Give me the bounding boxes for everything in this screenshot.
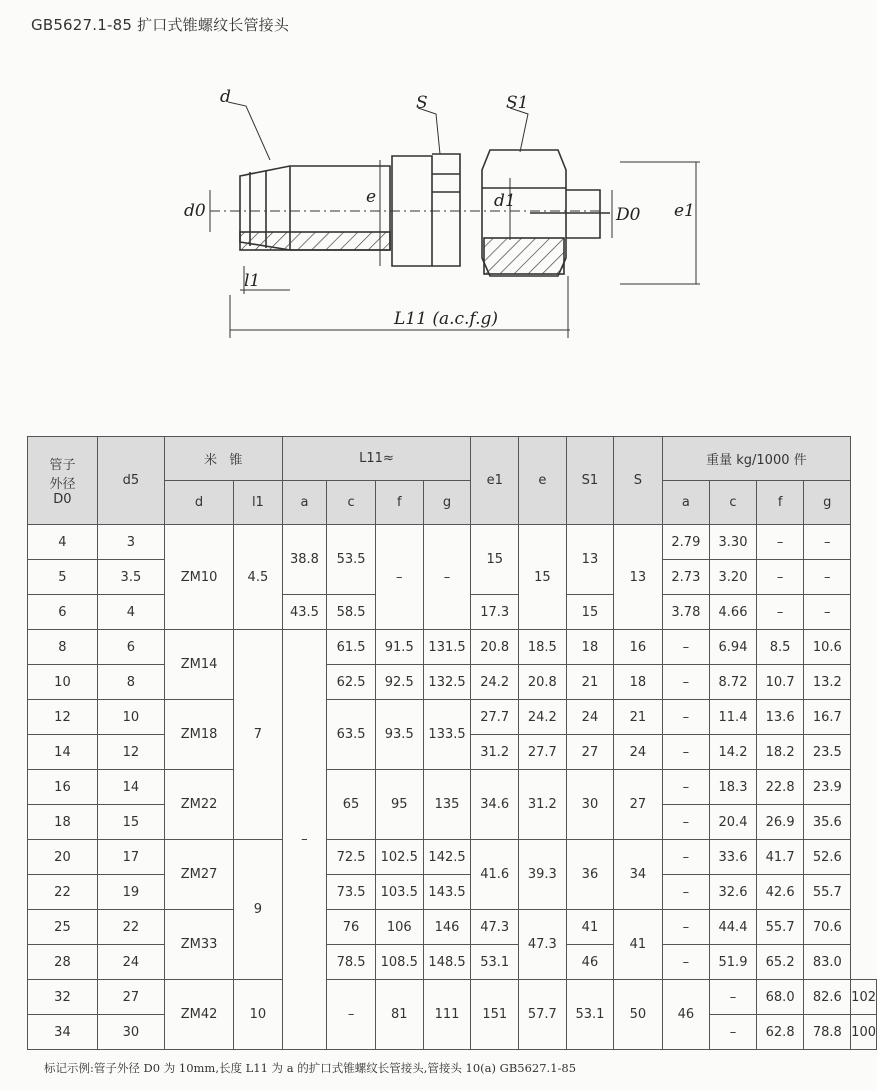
cell: 13.2 — [804, 665, 851, 700]
label-d0: d0 — [184, 201, 206, 221]
cell: ZM14 — [164, 630, 233, 700]
cell: 14.2 — [710, 735, 757, 770]
cell: 81 — [375, 980, 423, 1050]
cell: 47.3 — [471, 910, 519, 945]
cell: 8 — [97, 665, 164, 700]
cell: – — [804, 560, 851, 595]
cell: 6 — [28, 595, 98, 630]
cell: 18 — [28, 805, 98, 840]
label-d: d — [220, 87, 231, 107]
cell: 44.4 — [710, 910, 757, 945]
cell: 76 — [327, 910, 376, 945]
cell: – — [756, 525, 804, 560]
header-f: f — [375, 481, 423, 525]
header-S1: S1 — [566, 437, 614, 525]
cell: 93.5 — [375, 700, 423, 770]
header-S: S — [614, 437, 662, 525]
cell: 24.2 — [471, 665, 519, 700]
cell: 24 — [614, 735, 662, 770]
cell: 25 — [28, 910, 98, 945]
cell: 55.7 — [804, 875, 851, 910]
cell: 8.5 — [756, 630, 804, 665]
cell: 27 — [614, 770, 662, 840]
table-row — [28, 840, 877, 875]
cell: – — [423, 525, 471, 630]
cell: 12 — [28, 700, 98, 735]
cell: 102 — [851, 980, 877, 1015]
cell: 12 — [97, 735, 164, 770]
cell: 2.73 — [662, 560, 710, 595]
cell: 61.5 — [327, 630, 376, 665]
hatched-nut — [484, 238, 564, 274]
cell: 24 — [97, 945, 164, 980]
cell: 14 — [28, 735, 98, 770]
cell: 52.6 — [804, 840, 851, 875]
cell: 20 — [28, 840, 98, 875]
cell: – — [662, 770, 710, 805]
cell: 21 — [614, 700, 662, 735]
table-row — [28, 980, 877, 1015]
cell: – — [662, 945, 710, 980]
cell: 62.5 — [327, 665, 376, 700]
cell: 18.5 — [519, 630, 567, 665]
cell: 30 — [566, 770, 614, 840]
label-e: e — [366, 187, 377, 207]
cell: 3.20 — [710, 560, 757, 595]
cell: 57.7 — [519, 980, 567, 1050]
cell: 13 — [614, 525, 662, 630]
cell: 22.8 — [756, 770, 804, 805]
label-l1: l1 — [244, 271, 261, 291]
table-row — [28, 910, 877, 945]
header-weight-a: a — [662, 481, 710, 525]
header-c: c — [327, 481, 376, 525]
cell: 70.6 — [804, 910, 851, 945]
cell: 3 — [97, 525, 164, 560]
cell: 18 — [614, 665, 662, 700]
cell: 63.5 — [327, 700, 376, 770]
header-L11: L11≈ — [282, 437, 471, 481]
cell: 16 — [28, 770, 98, 805]
cell: 8 — [28, 630, 98, 665]
cell: 10.6 — [804, 630, 851, 665]
cell: 92.5 — [375, 665, 423, 700]
cell: 15 — [566, 595, 614, 630]
cell: 82.6 — [804, 980, 851, 1015]
cell: 6.94 — [710, 630, 757, 665]
header-l1: l1 — [234, 481, 282, 525]
cell: 32 — [28, 980, 98, 1015]
cell: 13.6 — [756, 700, 804, 735]
cell: 131.5 — [423, 630, 471, 665]
cell: 132.5 — [423, 665, 471, 700]
cell: 15 — [471, 525, 519, 595]
cell: – — [662, 630, 710, 665]
hatched-wall — [240, 232, 390, 250]
cell: 27.7 — [519, 735, 567, 770]
cell: 7 — [234, 630, 282, 840]
cell: 83.0 — [804, 945, 851, 980]
cell: 50 — [614, 980, 662, 1050]
table-row — [28, 665, 877, 700]
cell: 100 — [851, 1015, 877, 1050]
cell: 34 — [28, 1015, 98, 1050]
cell: 20.8 — [471, 630, 519, 665]
tube-outline — [566, 190, 600, 238]
spec-table — [27, 436, 877, 1050]
table-row — [28, 770, 877, 805]
cell: 4.66 — [710, 595, 757, 630]
document-title: GB5627.1-85 扩口式锥螺纹长管接头 — [31, 16, 290, 34]
cell: 42.6 — [756, 875, 804, 910]
header-e: e — [519, 437, 567, 525]
cell: 46 — [662, 980, 710, 1050]
cell: 133.5 — [423, 700, 471, 770]
cell: 20.4 — [710, 805, 757, 840]
table-row — [28, 945, 877, 980]
cell: – — [662, 910, 710, 945]
header-taper: 米 锥 — [164, 437, 282, 481]
cell: 17.3 — [471, 595, 519, 630]
cell: 34.6 — [471, 770, 519, 840]
cell: 41 — [566, 910, 614, 945]
cell: 34 — [614, 840, 662, 910]
cell: 10 — [28, 665, 98, 700]
cell: ZM22 — [164, 770, 233, 840]
cell: ZM18 — [164, 700, 233, 770]
cell: 16 — [614, 630, 662, 665]
header-a: a — [282, 481, 327, 525]
header-weight-c: c — [710, 481, 757, 525]
cell: 10 — [234, 980, 282, 1050]
cell: 102.5 — [375, 840, 423, 875]
header-d: d — [164, 481, 233, 525]
cell: 28 — [28, 945, 98, 980]
cell: – — [662, 840, 710, 875]
table-row — [28, 700, 877, 735]
cell: – — [662, 805, 710, 840]
label-D0: D0 — [616, 205, 641, 225]
cell: 18.2 — [756, 735, 804, 770]
cell: 14 — [97, 770, 164, 805]
cell: 16.7 — [804, 700, 851, 735]
cell: 20.8 — [519, 665, 567, 700]
header-pipe-od: 管子 外径 D0 — [28, 437, 98, 525]
cell: 15 — [519, 525, 567, 630]
cell: 22 — [97, 910, 164, 945]
cell: 23.5 — [804, 735, 851, 770]
cell: 3.30 — [710, 525, 757, 560]
header-weight-f: f — [756, 481, 804, 525]
cell: 27.7 — [471, 700, 519, 735]
cell: – — [662, 735, 710, 770]
cell: 27 — [97, 980, 164, 1015]
cell: – — [804, 595, 851, 630]
cell: 11.4 — [710, 700, 757, 735]
cell: 2.79 — [662, 525, 710, 560]
cell: 13 — [566, 525, 614, 595]
table-row — [28, 875, 877, 910]
cell: – — [662, 875, 710, 910]
cell: 3.5 — [97, 560, 164, 595]
cell: 4.5 — [234, 525, 282, 630]
cell: 91.5 — [375, 630, 423, 665]
cell: 103.5 — [375, 875, 423, 910]
cell: 24 — [566, 700, 614, 735]
cell: 142.5 — [423, 840, 471, 875]
cell: – — [710, 1015, 757, 1050]
cell: 43.5 — [282, 595, 327, 630]
cell: 32.6 — [710, 875, 757, 910]
cell: 31.2 — [519, 770, 567, 840]
header-g: g — [423, 481, 471, 525]
cell: 46 — [566, 945, 614, 980]
cell: – — [756, 595, 804, 630]
cell: – — [662, 665, 710, 700]
cell: – — [662, 700, 710, 735]
cell: 18.3 — [710, 770, 757, 805]
cell: 106 — [375, 910, 423, 945]
cell: 111 — [423, 980, 471, 1050]
cell: – — [756, 560, 804, 595]
header-weight: 重量 kg/1000 件 — [662, 437, 851, 481]
cell: ZM42 — [164, 980, 233, 1050]
cell: – — [375, 525, 423, 630]
cell: 135 — [423, 770, 471, 840]
cell: 9 — [234, 840, 282, 980]
marking-example-caption: 标记示例:管子外径 D0 为 10mm,长度 L11 为 a 的扩口式锥螺纹长管接头,管接头 10(a) GB5627.1-85 — [44, 1061, 577, 1075]
cell: 22 — [28, 875, 98, 910]
cell: 38.8 — [282, 525, 327, 595]
cell: 78.8 — [804, 1015, 851, 1050]
cell: ZM10 — [164, 525, 233, 630]
label-L11: L11 (a.c.f.g) — [394, 309, 499, 329]
cell: 4 — [97, 595, 164, 630]
cell: 41.7 — [756, 840, 804, 875]
table-row — [28, 630, 877, 665]
cell: 24.2 — [519, 700, 567, 735]
cell: – — [804, 525, 851, 560]
cell: 143.5 — [423, 875, 471, 910]
cell: – — [282, 630, 327, 1050]
cell: 53.1 — [471, 945, 519, 980]
cell: 41.6 — [471, 840, 519, 910]
cell: 23.9 — [804, 770, 851, 805]
cell: 53.5 — [327, 525, 376, 595]
cell: 19 — [97, 875, 164, 910]
header-d5: d5 — [97, 437, 164, 525]
cell: 31.2 — [471, 735, 519, 770]
cell: 95 — [375, 770, 423, 840]
label-e1: e1 — [674, 201, 695, 221]
cell: 47.3 — [519, 910, 567, 980]
cell: 36 — [566, 840, 614, 910]
cell: 30 — [97, 1015, 164, 1050]
cell: 58.5 — [327, 595, 376, 630]
cell: 27 — [566, 735, 614, 770]
cell: 41 — [614, 910, 662, 980]
cell: 72.5 — [327, 840, 376, 875]
cell: 6 — [97, 630, 164, 665]
cell: 73.5 — [327, 875, 376, 910]
cell: 3.78 — [662, 595, 710, 630]
cell: 148.5 — [423, 945, 471, 980]
header-e1: e1 — [471, 437, 519, 525]
cell: 17 — [97, 840, 164, 875]
cell: 62.8 — [756, 1015, 804, 1050]
table-row — [28, 525, 877, 560]
cell: 146 — [423, 910, 471, 945]
cell: – — [327, 980, 376, 1050]
cell: – — [710, 980, 757, 1015]
cell: 68.0 — [756, 980, 804, 1015]
cell: 65 — [327, 770, 376, 840]
cell: 8.72 — [710, 665, 757, 700]
cell: 10.7 — [756, 665, 804, 700]
cell: 151 — [471, 980, 519, 1050]
cell: 4 — [28, 525, 98, 560]
cell: 18 — [566, 630, 614, 665]
cell: 55.7 — [756, 910, 804, 945]
cell: 51.9 — [710, 945, 757, 980]
fitting-drawing — [170, 80, 730, 350]
cell: ZM27 — [164, 840, 233, 910]
cell: 65.2 — [756, 945, 804, 980]
cell: 33.6 — [710, 840, 757, 875]
cell: 78.5 — [327, 945, 376, 980]
cell: 108.5 — [375, 945, 423, 980]
label-s1: S1 — [506, 93, 529, 113]
cell: 53.1 — [566, 980, 614, 1050]
cell: 15 — [97, 805, 164, 840]
cell: 39.3 — [519, 840, 567, 910]
cell: 10 — [97, 700, 164, 735]
header-weight-g: g — [804, 481, 851, 525]
cell: 26.9 — [756, 805, 804, 840]
cell: 35.6 — [804, 805, 851, 840]
label-s: S — [416, 93, 428, 113]
cell: 5 — [28, 560, 98, 595]
label-d1: d1 — [494, 191, 516, 211]
cell: 21 — [566, 665, 614, 700]
cell: ZM33 — [164, 910, 233, 980]
